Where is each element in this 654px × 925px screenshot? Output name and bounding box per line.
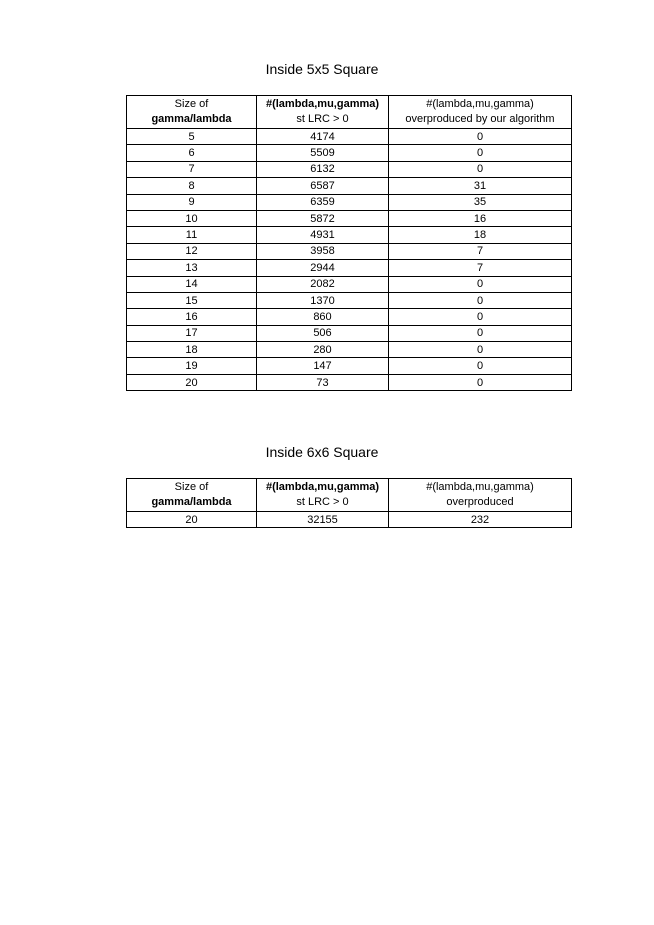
header-count-lrc-positive: #(lambda,mu,gamma) st LRC > 0 xyxy=(257,479,389,512)
cell-size: 13 xyxy=(127,260,257,276)
section-title-5x5: Inside 5x5 Square xyxy=(265,61,379,77)
cell-overproduced: 7 xyxy=(389,260,572,276)
table-row xyxy=(127,227,572,243)
cell-lrc-count: 2082 xyxy=(257,276,389,292)
cell-overproduced: 232 xyxy=(389,512,572,528)
header-count-lrc-positive: #(lambda,mu,gamma) st LRC > 0 xyxy=(257,96,389,129)
cell-overproduced: 0 xyxy=(389,374,572,390)
cell-size: 19 xyxy=(127,358,257,374)
table-row xyxy=(127,161,572,177)
cell-overproduced: 0 xyxy=(389,325,572,341)
cell-size: 5 xyxy=(127,129,257,145)
cell-lrc-count: 2944 xyxy=(257,260,389,276)
cell-overproduced: 0 xyxy=(389,161,572,177)
cell-overproduced: 31 xyxy=(389,178,572,194)
cell-lrc-count: 3958 xyxy=(257,243,389,259)
cell-size: 20 xyxy=(127,512,257,528)
header-count-overproduced: #(lambda,mu,gamma) overproduced xyxy=(389,479,572,512)
cell-overproduced: 0 xyxy=(389,358,572,374)
cell-lrc-count: 147 xyxy=(257,358,389,374)
table-row xyxy=(127,309,572,325)
table-row xyxy=(127,276,572,292)
cell-size: 18 xyxy=(127,342,257,358)
cell-size: 9 xyxy=(127,194,257,210)
cell-overproduced: 0 xyxy=(389,129,572,145)
cell-overproduced: 16 xyxy=(389,210,572,226)
section-title-6x6: Inside 6x6 Square xyxy=(265,444,379,460)
cell-overproduced: 0 xyxy=(389,276,572,292)
cell-overproduced: 35 xyxy=(389,194,572,210)
cell-lrc-count: 506 xyxy=(257,325,389,341)
cell-lrc-count: 860 xyxy=(257,309,389,325)
table-row xyxy=(127,210,572,226)
header-count-overproduced: #(lambda,mu,gamma) overproduced by our algorithm xyxy=(389,96,572,129)
cell-lrc-count: 4174 xyxy=(257,129,389,145)
cell-lrc-count: 32155 xyxy=(257,512,389,528)
cell-overproduced: 7 xyxy=(389,243,572,259)
cell-size: 14 xyxy=(127,276,257,292)
cell-lrc-count: 5509 xyxy=(257,145,389,161)
cell-lrc-count: 1370 xyxy=(257,292,389,308)
cell-size: 20 xyxy=(127,374,257,390)
table-row xyxy=(127,129,572,145)
table-row xyxy=(127,358,572,374)
cell-overproduced: 0 xyxy=(389,292,572,308)
cell-lrc-count: 73 xyxy=(257,374,389,390)
cell-size: 6 xyxy=(127,145,257,161)
cell-lrc-count: 6587 xyxy=(257,178,389,194)
table-header-row xyxy=(127,96,572,129)
cell-overproduced: 0 xyxy=(389,342,572,358)
table-body-5x5 xyxy=(127,129,572,391)
cell-size: 16 xyxy=(127,309,257,325)
table-row xyxy=(127,145,572,161)
header-size-of-gamma-lambda: Size of gamma/lambda xyxy=(127,96,257,129)
table-row xyxy=(127,260,572,276)
cell-overproduced: 0 xyxy=(389,145,572,161)
cell-lrc-count: 6359 xyxy=(257,194,389,210)
header-size-of-gamma-lambda: Size of gamma/lambda xyxy=(127,479,257,512)
table-row xyxy=(127,512,572,528)
cell-lrc-count: 5872 xyxy=(257,210,389,226)
results-table-6x6 xyxy=(126,478,572,528)
results-table-5x5 xyxy=(126,95,572,391)
cell-overproduced: 0 xyxy=(389,309,572,325)
cell-lrc-count: 4931 xyxy=(257,227,389,243)
cell-size: 8 xyxy=(127,178,257,194)
table-body-6x6 xyxy=(127,512,572,528)
table-row xyxy=(127,243,572,259)
cell-overproduced: 18 xyxy=(389,227,572,243)
table-row xyxy=(127,178,572,194)
cell-size: 12 xyxy=(127,243,257,259)
cell-size: 10 xyxy=(127,210,257,226)
cell-size: 15 xyxy=(127,292,257,308)
table-row xyxy=(127,194,572,210)
table-row xyxy=(127,374,572,390)
cell-lrc-count: 280 xyxy=(257,342,389,358)
cell-size: 11 xyxy=(127,227,257,243)
cell-lrc-count: 6132 xyxy=(257,161,389,177)
cell-size: 7 xyxy=(127,161,257,177)
table-row xyxy=(127,325,572,341)
table-row xyxy=(127,292,572,308)
table-row xyxy=(127,342,572,358)
cell-size: 17 xyxy=(127,325,257,341)
table-header-row xyxy=(127,479,572,512)
